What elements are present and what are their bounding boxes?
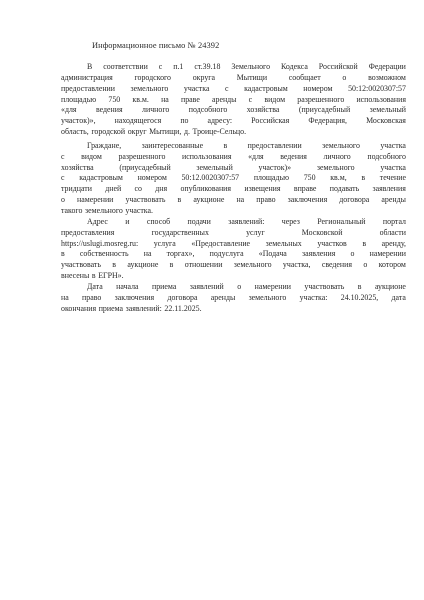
paragraph-citizens [61,141,406,217]
text-line: предоставлении земельного участка с кадастровым номером 50:12:0020307:57 [61,83,406,93]
text-line: площадью 750 кв.м. на праве аренды с видом разрешенного использования [61,94,406,104]
text-line: на право заключения договора аренды земельного участка: 24.10.2025, дата [61,292,406,302]
letter-header: Информационное письмо № 24392 [92,41,220,50]
text-line: В соответствии с п.1 ст.39.18 Земельного Кодекса Российской Федерации [87,62,406,71]
paragraph-dates [61,282,406,315]
text-line: с кадастровым номером 50:12.0020307:57 площадью 750 кв.м, в течение [61,173,406,183]
text-line: о намерении участвовать в аукционе на право заключения договора аренды [61,195,406,205]
text-line: участвовать в аукционе в отношении земельного участка, сведения о котором [61,260,406,270]
text-line: участок)», находящегося по адресу: Российская Федерация, Московская [61,116,406,126]
text-line: тридцати дней со дня опубликования извещения вправе подавать заявления [61,184,406,194]
letter-body [61,62,406,314]
text-line: такого земельного участка. [61,205,153,215]
text-line: Граждане, заинтересованные в предоставлении земельного участка [87,140,406,150]
text-line: в собственность на торгах», подуслуга «Подача заявления о намерении [61,249,406,259]
text-line: https://uslugi.mosreg.ru: услуга «Предоставление земельных участков в аренду, [61,238,406,248]
text-line: администрация городского округа Мытищи сообщает о возможном [61,72,406,82]
text-line: Адрес и способ подачи заявлений: через Региональный портал [87,216,406,226]
paragraph-legal-basis [61,62,406,138]
text-line: окончания приема заявлений: 22.11.2025. [61,303,202,313]
text-line: внесены в ЕГРН». [61,271,124,281]
text-line: область, городской округ Мытищи, д. Троице-Сельцо. [61,127,247,137]
text-line: хозяйства (приусадебный земельный участок)» земельного участка [61,162,406,172]
text-line: предоставления государственных услуг Московской области [61,227,406,237]
text-line: Дата начала приема заявлений о намерении участвовать в аукционе [87,281,406,291]
text-line: «для ведения личного подсобного хозяйства (приусадебный земельный [61,105,406,115]
paragraph-submission-address [61,217,406,282]
text-line: с видом разрешенного использования «для ведения личного подсобного [61,151,406,161]
